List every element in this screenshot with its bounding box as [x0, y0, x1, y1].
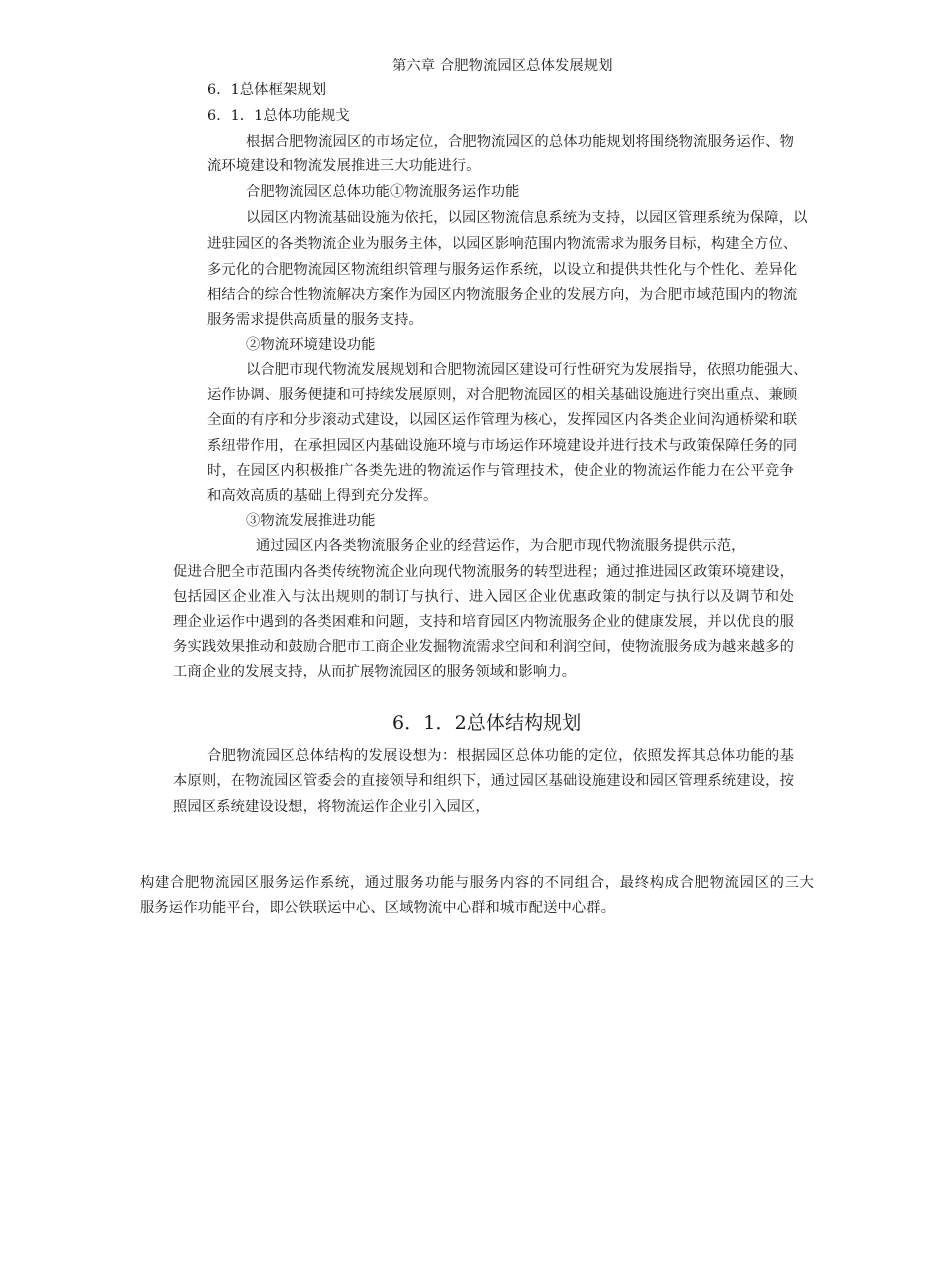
chapter-title: 第六章 合肥物流园区总体发展规划 — [392, 58, 613, 74]
function-1-line-4: 相结合的综合性物流解决方案作为园区内物流服务企业的发展方向，为合肥市域范围内的物流 — [207, 287, 798, 303]
function-2-heading: ②物流环境建设功能 — [246, 337, 376, 353]
function-1-line-5: 服务需求提供高质量的服务支持。 — [207, 312, 423, 328]
structure-line-2: 本原则，在物流园区管委会的直接领导和组织下，通过园区基础设施建设和园区管理系统建设，按 — [173, 773, 794, 789]
function-2-line-2: 运作协调、服务便捷和可持续发展原则，对合肥物流园区的相关基础设施进行突出重点、兼顾 — [207, 387, 798, 403]
function-1-heading: 合肥物流园区总体功能①物流服务运作功能 — [246, 184, 520, 200]
function-3-line-5: 务实践效果推动和鼓励合肥市工商企业发掘物流需求空间和利润空间，使物流服务成为越来越多的 — [173, 639, 794, 655]
function-1-line-2: 进驻园区的各类物流企业为服务主体，以园区影响范围内物流需求为服务目标，构建全方位、 — [207, 236, 798, 252]
intro-line-1: 根据合肥物流园区的市场定位，合肥物流园区的总体功能规划将围绕物流服务运作、物 — [246, 134, 794, 150]
structure-line-1: 合肥物流园区总体结构的发展设想为：根据园区总体功能的定位，依照发挥其总体功能的基 — [207, 748, 794, 764]
section-6-1-1-heading: 6．1．1总体功能规戈 — [207, 108, 350, 124]
closing-line-1: 构建合肥物流园区服务运作系统，通过服务功能与服务内容的不同组合，最终构成合肥物流园区的三大 — [140, 875, 814, 891]
function-2-line-5: 时，在园区内积极推广各类先进的物流运作与管理技术，使企业的物流运作能力在公平竞争 — [207, 463, 794, 479]
function-2-line-1: 以合肥市现代物流发展规划和合肥物流园区建设可行性研究为发展指导，依照功能强大、 — [246, 362, 808, 378]
function-3-line-3: 包括园区企业准入与汰出规则的制订与执行、进入园区企业优惠政策的制定与执行以及调节和处 — [173, 589, 794, 605]
function-2-line-4: 系纽带作用，在承担园区内基础设施环境与市场运作环境建设并进行技术与政策保障任务的同 — [207, 438, 798, 454]
section-6-1-2-heading: 6．1．2总体结构规划 — [392, 712, 582, 734]
section-6-1-heading: 6．1总体框架规划 — [207, 82, 327, 98]
function-1-line-3: 多元化的合肥物流园区物流组织管理与服务运作系统，以设立和提供共性化与个性化、差异化 — [207, 262, 798, 278]
function-3-line-1: 通过园区内各类物流服务企业的经营运作，为合肥市现代物流服务提供示范， — [256, 538, 746, 554]
function-3-heading: ③物流发展推进功能 — [246, 513, 376, 529]
closing-line-2: 服务运作功能平台，即公铁联运中心、区域物流中心群和城市配送中心群。 — [140, 900, 616, 916]
intro-line-2: 流环境建设和物流发展推进三大功能进行。 — [207, 158, 481, 174]
function-1-line-1: 以园区内物流基础设施为依托，以园区物流信息系统为支持，以园区管理系统为保障，以 — [246, 210, 808, 226]
function-3-line-4: 理企业运作中遇到的各类困难和问题，支持和培育园区内物流服务企业的健康发展，并以优良的服 — [173, 614, 794, 630]
function-2-line-3: 全面的有序和分步滚动式建设，以园区运作管理为核心，发挥园区内各类企业间沟通桥梁和联 — [207, 412, 798, 428]
structure-line-3: 照园区系统建设设想，将物流运作企业引入园区， — [173, 799, 490, 815]
function-2-line-6: 和高效高质的基础上得到充分发挥。 — [207, 488, 438, 504]
function-3-line-6: 工商企业的发展支持，从而扩展物流园区的服务领域和影响力。 — [173, 664, 577, 680]
function-3-line-2: 促进合肥全市范围内各类传统物流企业向现代物流服务的转型进程；通过推进园区政策环境建设， — [173, 564, 794, 580]
